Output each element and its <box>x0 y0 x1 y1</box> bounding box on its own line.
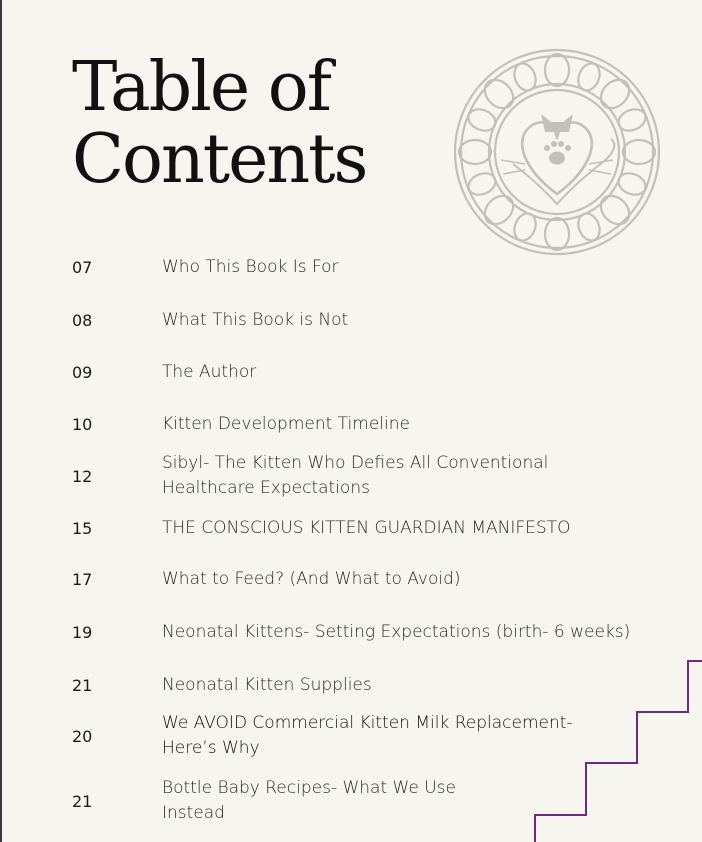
toc-entry-title: THE CONSCIOUS KITTEN GUARDIAN MANIFESTO <box>162 517 571 538</box>
toc-entry-title: What This Book is Not <box>162 309 349 330</box>
toc-page-number: 08 <box>72 310 93 330</box>
toc-entry-title <box>162 776 456 826</box>
toc-entry-title-line: Instead <box>162 803 225 823</box>
page-title <box>72 48 367 199</box>
toc-entry-title: Neonatal Kittens- Setting Expectations (birth- 6 weeks) <box>162 621 631 642</box>
title-line-2: Contents <box>72 120 367 199</box>
toc-entry-title-line: Healthcare Expectations <box>162 478 370 498</box>
toc-entry[interactable] <box>72 411 692 437</box>
toc-entry-title-line: We AVOID Commercial Kitten Milk Replacement- <box>162 713 573 733</box>
toc-entry[interactable] <box>72 451 692 501</box>
toc-entry[interactable] <box>72 515 692 541</box>
toc-page-number: 21 <box>72 791 93 811</box>
toc-page-number: 10 <box>72 414 93 434</box>
toc-entry-title: What to Feed? (And What to Avoid) <box>162 568 461 589</box>
toc-entry[interactable] <box>72 254 692 280</box>
toc-entry[interactable] <box>72 359 692 385</box>
toc-page-number: 09 <box>72 362 93 382</box>
toc-entry[interactable] <box>72 566 692 592</box>
emblem-logo-icon <box>453 44 661 260</box>
toc-entry-title: Kitten Development Timeline <box>162 413 410 434</box>
toc-page-number: 12 <box>72 466 93 486</box>
toc-page-number: 21 <box>72 675 93 695</box>
toc-page-number: 15 <box>72 518 93 538</box>
toc-page-number: 07 <box>72 257 93 277</box>
toc-entry-title: Who This Book Is For <box>162 256 339 277</box>
left-border-rule <box>0 0 2 842</box>
staircase-line-decoration <box>530 655 702 842</box>
toc-entry-title: Neonatal Kitten Supplies <box>162 674 372 695</box>
title-line-1: Table of <box>72 48 330 127</box>
toc-page-number: 20 <box>72 726 93 746</box>
toc-entry-title-line: Here’s Why <box>162 738 260 758</box>
toc-entry-title-line: Sibyl- The Kitten Who Defies All Conventional <box>162 453 549 473</box>
toc-page-number: 17 <box>72 569 93 589</box>
toc-entry-title <box>162 451 548 501</box>
toc-entry-title <box>162 711 573 761</box>
toc-entry-title: The Author <box>162 361 257 382</box>
toc-entry[interactable] <box>72 619 692 645</box>
toc-entry[interactable] <box>72 776 512 826</box>
toc-entry-title-line: Bottle Baby Recipes- What We Use <box>162 778 456 798</box>
toc-entry[interactable] <box>72 307 692 333</box>
toc-page-number: 19 <box>72 622 93 642</box>
